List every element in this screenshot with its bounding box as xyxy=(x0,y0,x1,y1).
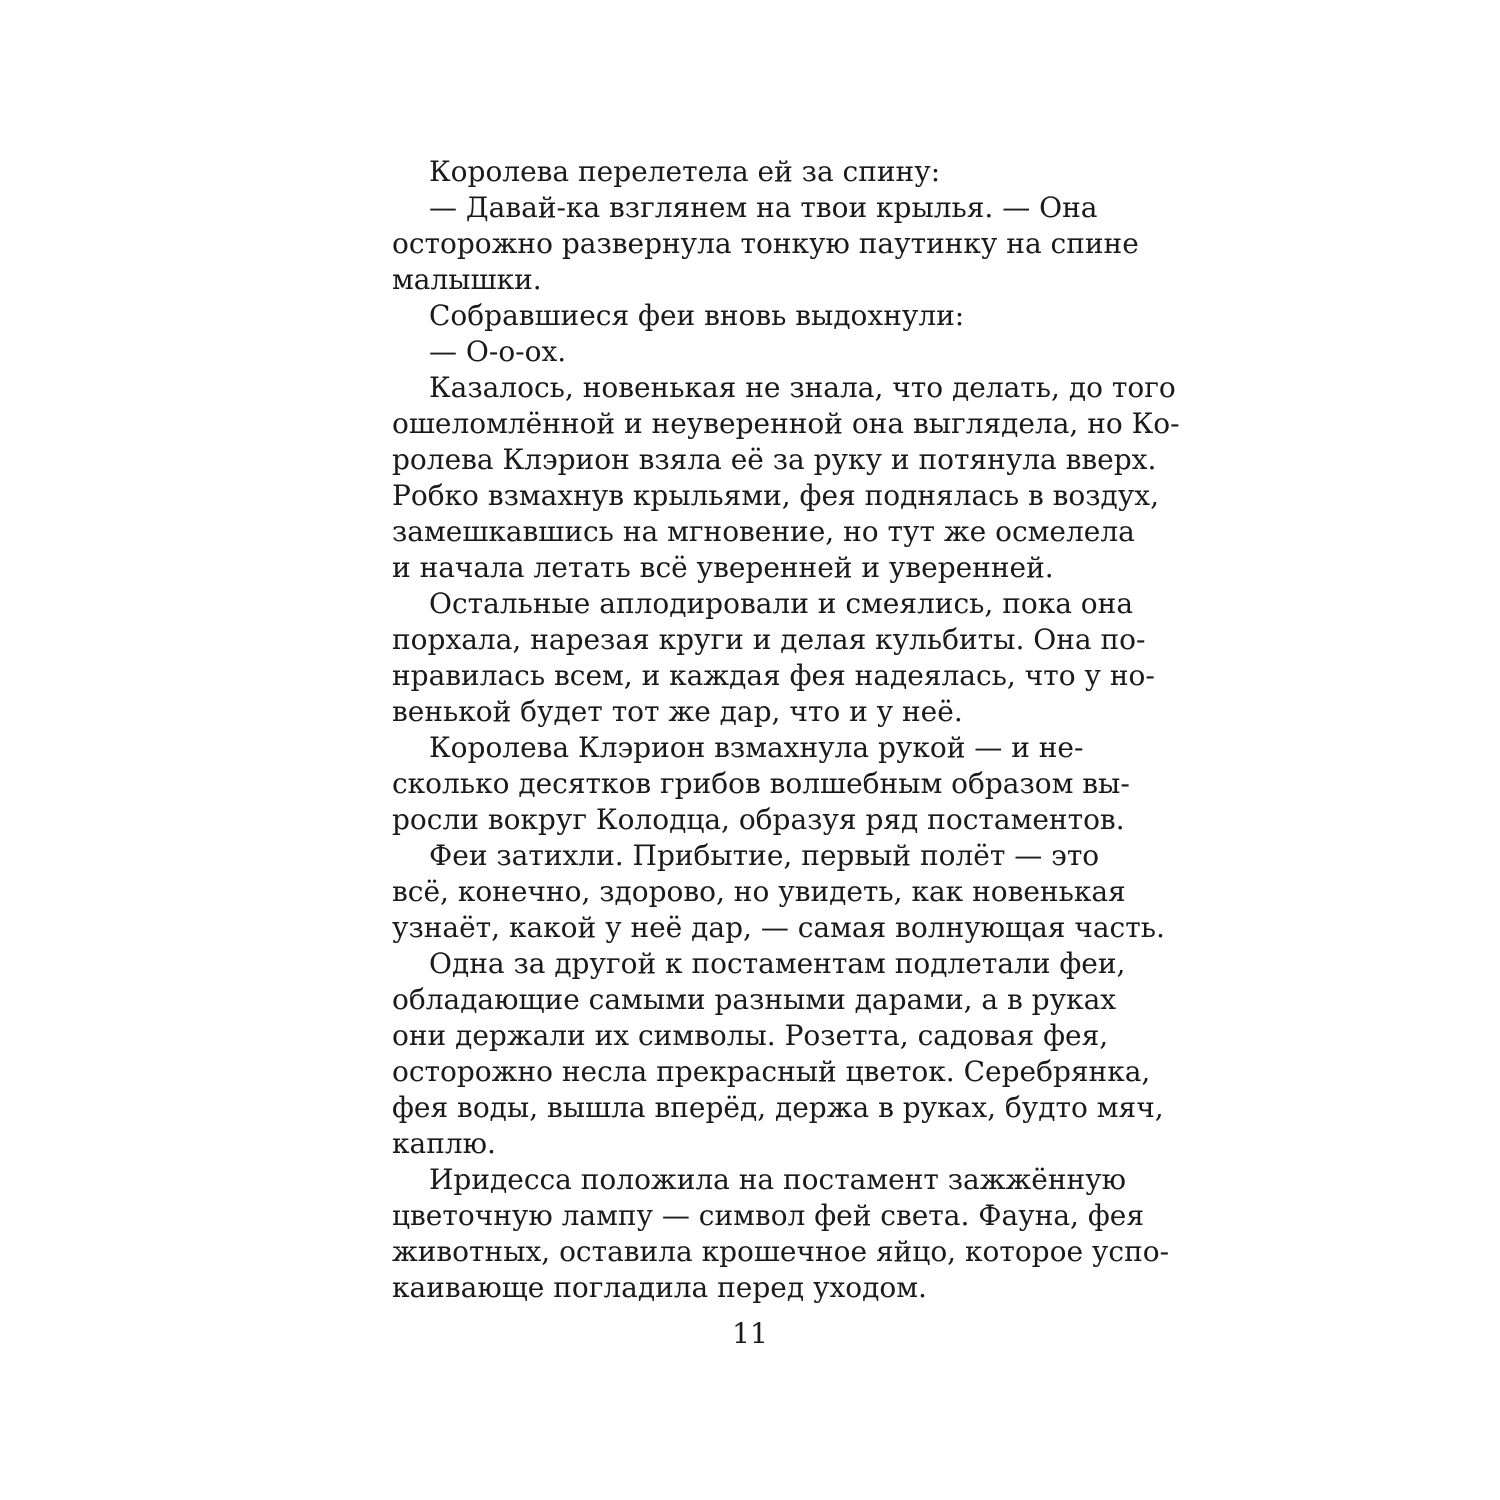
text-line: каивающе погладила перед уходом. xyxy=(392,1271,927,1304)
text-line: порхала, нарезая круги и делая кульбиты. Она по- xyxy=(392,623,1146,656)
text-line: каплю. xyxy=(392,1127,496,1160)
text-line: Королева перелетела ей за спину: xyxy=(429,155,941,188)
text-line: и начала летать всё уверенней и уверенней. xyxy=(392,551,1054,584)
text-line: животных, оставила крошечное яйцо, которое успо- xyxy=(392,1235,1170,1268)
text-line: Собравшиеся феи вновь выдохнули: xyxy=(429,299,965,332)
text-line: узнаёт, какой у неё дар, — самая волнующая часть. xyxy=(392,911,1165,944)
text-line: фея воды, вышла вперёд, держа в руках, будто мяч, xyxy=(392,1091,1164,1124)
text-line: — О-о-ох. xyxy=(429,335,567,368)
text-line: нравилась всем, и каждая фея надеялась, что у но- xyxy=(392,659,1155,692)
text-line: обладающие самыми разными дарами, а в руках xyxy=(392,983,1117,1016)
text-line: росли вокруг Колодца, образуя ряд постаментов. xyxy=(392,803,1125,836)
text-line: они держали их символы. Розетта, садовая фея, xyxy=(392,1019,1109,1052)
text-line: сколько десятков грибов волшебным образом вы- xyxy=(392,767,1130,800)
text-line: Робко взмахнув крыльями, фея поднялась в воздух, xyxy=(392,479,1159,512)
text-line: венькой будет тот же дар, что и у неё. xyxy=(392,695,963,728)
text-line: ошеломлённой и неуверенной она выглядела, но Ко- xyxy=(392,407,1180,440)
text-line: замешкавшись на мгновение, но тут же осмелела xyxy=(392,515,1135,548)
text-line: Одна за другой к постаментам подлетали феи, xyxy=(429,947,1126,980)
text-line: осторожно развернула тонкую паутинку на спине xyxy=(392,227,1139,260)
text-line: Казалось, новенькая не знала, что делать, до того xyxy=(429,371,1176,404)
text-line: — Давай-ка взглянем на твои крылья. — Она xyxy=(429,191,1098,224)
text-line: малышки. xyxy=(392,263,542,296)
text-line: Королева Клэрион взмахнула рукой — и не- xyxy=(429,731,1084,764)
text-line: ролева Клэрион взяла её за руку и потянула вверх. xyxy=(392,443,1157,476)
page-number: 11 xyxy=(732,1317,768,1350)
body-text xyxy=(392,154,1180,1306)
text-line: Иридесса положила на постамент зажжённую xyxy=(429,1163,1127,1196)
text-line: Остальные аплодировали и смеялись, пока она xyxy=(429,587,1134,620)
text-line: Феи затихли. Прибытие, первый полёт — это xyxy=(429,839,1100,872)
text-line: цветочную лампу — символ фей света. Фауна, фея xyxy=(392,1199,1145,1232)
text-line: всё, конечно, здорово, но увидеть, как новенькая xyxy=(392,875,1126,908)
text-line: осторожно несла прекрасный цветок. Серебрянка, xyxy=(392,1055,1151,1088)
